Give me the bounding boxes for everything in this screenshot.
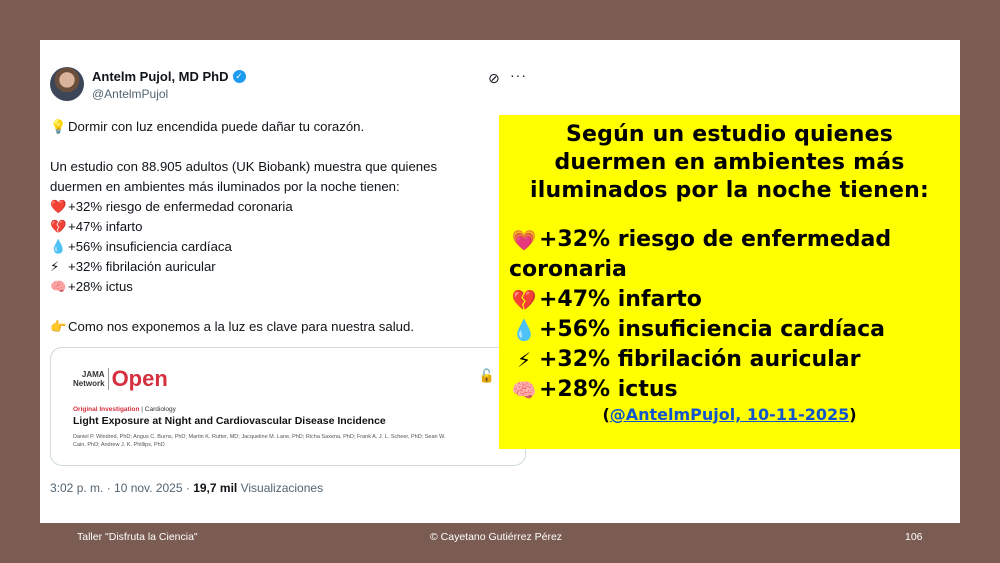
tweet-line: 👉 Como nos exponemos a la luz es clave para nuestra salud. [50, 317, 520, 337]
more-options-icon[interactable]: ··· [510, 67, 527, 83]
tweet-time[interactable]: 3:02 p. m. · 10 nov. 2025 · [50, 481, 194, 495]
heart-icon: 💗 [511, 228, 537, 252]
lightning-icon: ⚡ [50, 259, 60, 274]
stat-row: 💧 +56% insuficiencia cardíaca [509, 315, 960, 345]
lightbulb-icon: 💡 [50, 119, 67, 134]
stat-row: ⚡ +32% fibrilación auricular [509, 345, 960, 375]
article-category: Original Investigation | Cardiology [73, 406, 176, 413]
jama-logo: JAMA Network Open [73, 366, 168, 391]
summary-stats [499, 225, 960, 405]
author-name[interactable]: Antelm Pujol, MD PhD [92, 69, 229, 84]
article-title: Light Exposure at Night and Cardiovascular Disease Incidence [73, 415, 386, 427]
verified-badge-icon: ✓ [233, 70, 246, 83]
droplet-icon: 💧 [50, 239, 67, 254]
unlock-icon: 🔓 [478, 368, 495, 383]
footer-page-number: 106 [905, 531, 923, 543]
tweet-line: ⚡ +32% fibrilación auricular [50, 257, 520, 277]
brain-icon: 🧠 [50, 279, 67, 294]
brain-icon: 🧠 [511, 378, 537, 402]
summary-title: Según un estudio quienes duermen en ambientes más iluminados por la noche tienen: [529, 122, 930, 203]
stat-row: 💗 +32% riesgo de enfermedad [509, 225, 960, 255]
views-count: 19,7 mil [193, 481, 238, 495]
broken-heart-icon: 💔 [50, 219, 67, 234]
stat-row: coronaria [509, 257, 627, 282]
tweet-timestamp [50, 481, 323, 495]
heart-icon: ❤️ [50, 199, 67, 214]
source-citation: (@AntelmPujol, 10-11-2025) [602, 405, 857, 424]
stat-row: 🧠 +28% ictus [509, 375, 960, 405]
avatar[interactable] [50, 67, 84, 101]
tweet-line: 💡 Dormir con luz encendida puede dañar tu corazón. [50, 117, 520, 137]
footer-copyright: © Cayetano Gutiérrez Pérez [430, 531, 563, 543]
author-handle[interactable]: @AntelmPujol [92, 87, 169, 101]
tweet-line: duermen en ambientes más iluminados por la noche tienen: [50, 179, 400, 194]
source-link[interactable]: @AntelmPujol, 10-11-2025 [609, 405, 850, 424]
views-label: Visualizaciones [237, 481, 324, 495]
tweet-line: 💧 +56% insuficiencia cardíaca [50, 237, 520, 257]
summary-box [499, 115, 960, 449]
pointing-hand-icon: 👉 [50, 319, 67, 334]
grok-icon[interactable]: ⊘ [488, 70, 500, 86]
slide [40, 40, 960, 523]
article-authors: Daniel P. Windred, PhD; Angus C. Burns, PhD; Martin K. Rutter, MD; Jacqueline M. Lane, PhD; Richa Saxena, PhD; Frank A. J. L. Scheer, PhD; Sean W. Cain, PhD; Andrew J. K. Phillips, PhD [73, 434, 446, 448]
article-card[interactable] [50, 347, 526, 466]
tweet-line: Un estudio con 88.905 adultos (UK Biobank) muestra que quienes [50, 159, 438, 174]
droplet-icon: 💧 [511, 318, 537, 342]
footer-workshop: Taller "Disfruta la Ciencia" [77, 531, 198, 543]
broken-heart-icon: 💔 [511, 288, 537, 312]
tweet-line: 💔 +47% infarto [50, 217, 520, 237]
tweet-text [50, 117, 520, 337]
tweet-author [92, 69, 246, 101]
tweet-line: ❤️ +32% riesgo de enfermedad coronaria [50, 197, 520, 217]
tweet-line: 🧠 +28% ictus [50, 277, 520, 297]
lightning-icon: ⚡ [516, 348, 532, 372]
stat-row: 💔 +47% infarto [509, 285, 960, 315]
